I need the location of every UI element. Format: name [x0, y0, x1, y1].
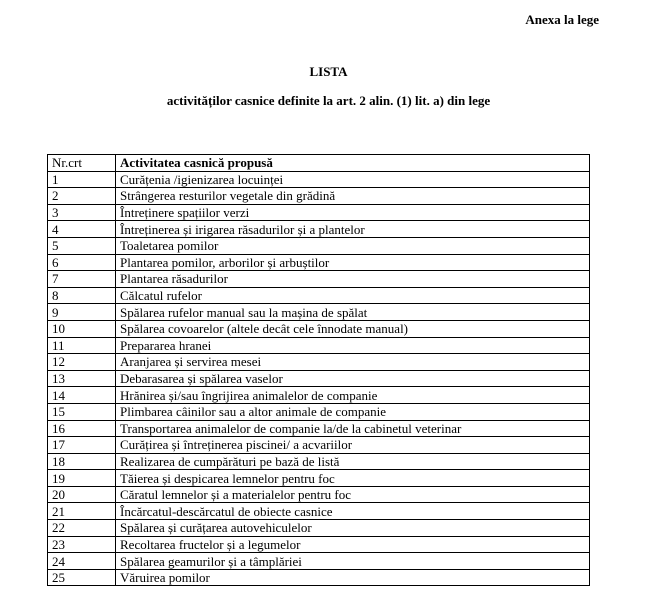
row-number-cell: 12: [48, 354, 116, 371]
column-header-number: Nr.crt: [48, 155, 116, 172]
table-row: [48, 237, 590, 254]
table-row: [48, 437, 590, 454]
table-row: [48, 271, 590, 288]
activities-table: [47, 154, 590, 586]
table-row: [48, 370, 590, 387]
activity-cell: Strângerea resturilor vegetale din grădină: [116, 188, 590, 205]
activity-cell: Realizarea de cumpărături pe bază de listă: [116, 453, 590, 470]
activity-cell: Plantarea pomilor, arborilor și arbuștilor: [116, 254, 590, 271]
row-number-cell: 11: [48, 337, 116, 354]
table-row: [48, 337, 590, 354]
activity-cell: Întreținere spațiilor verzi: [116, 204, 590, 221]
row-number-cell: 5: [48, 237, 116, 254]
table-row: [48, 520, 590, 537]
activity-cell: Plimbarea câinilor sau a altor animale de companie: [116, 403, 590, 420]
table-row: [48, 569, 590, 586]
activity-cell: Transportarea animalelor de companie la/de la cabinetul veterinar: [116, 420, 590, 437]
activity-cell: Spălarea rufelor manual sau la mașina de spălat: [116, 304, 590, 321]
table-row: [48, 486, 590, 503]
row-number-cell: 20: [48, 486, 116, 503]
activity-cell: Spălarea și curățarea autovehiculelor: [116, 520, 590, 537]
row-number-cell: 2: [48, 188, 116, 205]
table-row: [48, 453, 590, 470]
row-number-cell: 1: [48, 171, 116, 188]
activity-cell: Prepararea hranei: [116, 337, 590, 354]
activity-cell: Debarasarea și spălarea vaselor: [116, 370, 590, 387]
row-number-cell: 25: [48, 569, 116, 586]
table-body: [48, 171, 590, 586]
activity-cell: Tăierea și despicarea lemnelor pentru foc: [116, 470, 590, 487]
row-number-cell: 22: [48, 520, 116, 537]
document-title: LISTA: [309, 64, 348, 79]
table-row: [48, 221, 590, 238]
table-row: [48, 254, 590, 271]
activity-cell: Curățirea și întreținerea piscinei/ a acvariilor: [116, 437, 590, 454]
annex-label: Anexa la lege: [525, 12, 599, 27]
row-number-cell: 7: [48, 271, 116, 288]
document-subtitle: activităților casnice definite la art. 2 alin. (1) lit. a) din lege: [166, 93, 491, 108]
table-header-row: [48, 155, 590, 172]
activity-cell: Hrănirea și/sau îngrijirea animalelor de companie: [116, 387, 590, 404]
table-row: [48, 503, 590, 520]
table-row: [48, 403, 590, 420]
table-row: [48, 171, 590, 188]
activity-cell: Întreținerea și irigarea răsadurilor și a plantelor: [116, 221, 590, 238]
row-number-cell: 10: [48, 320, 116, 337]
activity-cell: Călcatul rufelor: [116, 287, 590, 304]
table-row: [48, 320, 590, 337]
activity-cell: Spălarea covoarelor (altele decât cele înnodate manual): [116, 320, 590, 337]
activity-cell: Curățenia /igienizarea locuinței: [116, 171, 590, 188]
table-row: [48, 287, 590, 304]
table-row: [48, 188, 590, 205]
row-number-cell: 13: [48, 370, 116, 387]
row-number-cell: 17: [48, 437, 116, 454]
activity-cell: Toaletarea pomilor: [116, 237, 590, 254]
row-number-cell: 24: [48, 553, 116, 570]
table-row: [48, 470, 590, 487]
row-number-cell: 18: [48, 453, 116, 470]
table-row: [48, 204, 590, 221]
row-number-cell: 3: [48, 204, 116, 221]
row-number-cell: 16: [48, 420, 116, 437]
activity-cell: Plantarea răsadurilor: [116, 271, 590, 288]
table-row: [48, 553, 590, 570]
column-header-activity: Activitatea casnică propusă: [116, 155, 590, 172]
table-row: [48, 536, 590, 553]
row-number-cell: 14: [48, 387, 116, 404]
activity-cell: Văruirea pomilor: [116, 569, 590, 586]
activity-cell: Aranjarea și servirea mesei: [116, 354, 590, 371]
row-number-cell: 6: [48, 254, 116, 271]
activity-cell: Încărcatul-descărcatul de obiecte casnice: [116, 503, 590, 520]
activity-cell: Spălarea geamurilor și a tâmplăriei: [116, 553, 590, 570]
table-row: [48, 420, 590, 437]
row-number-cell: 21: [48, 503, 116, 520]
row-number-cell: 8: [48, 287, 116, 304]
row-number-cell: 15: [48, 403, 116, 420]
table-row: [48, 387, 590, 404]
table-row: [48, 304, 590, 321]
row-number-cell: 4: [48, 221, 116, 238]
activity-cell: Căratul lemnelor și a materialelor pentru foc: [116, 486, 590, 503]
activity-cell: Recoltarea fructelor și a legumelor: [116, 536, 590, 553]
row-number-cell: 19: [48, 470, 116, 487]
row-number-cell: 9: [48, 304, 116, 321]
table-row: [48, 354, 590, 371]
row-number-cell: 23: [48, 536, 116, 553]
